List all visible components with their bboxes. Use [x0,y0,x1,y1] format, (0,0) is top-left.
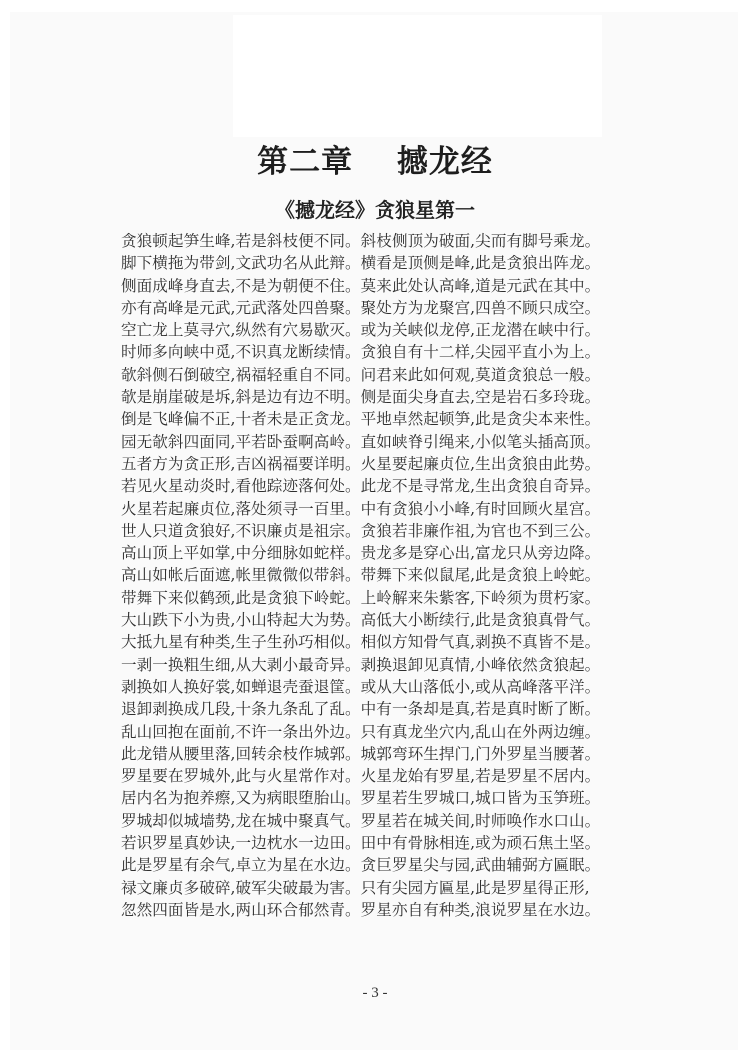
blank-image-area [233,15,602,137]
verse-line: 侧面成峰身直去,不是为朝便不住。莫来此处认高峰,道是元武在其中。 [121,276,601,295]
verse-body [121,230,641,921]
verse-line: 脚下横拖为带剑,文武功名从此辩。横看是顶侧是峰,此是贪狼出阵龙。 [121,254,601,273]
verse-line: 禄文廉贞多破碎,破军尖破最为害。只有尖园方匾星,此是罗星得正形, [121,878,590,897]
verse-line: 园无欹斜四面同,平若卧蚕啊高岭。直如峡脊引绳来,小似笔头插高顶。 [121,432,601,451]
verse-line: 罗星要在罗城外,此与火星常作对。火星龙始有罗星,若是罗星不居内。 [121,767,601,786]
verse-line: 若见火星动炎时,看他踪迹落何处。此龙不是寻常龙,生出贪狼自奇异。 [121,477,601,496]
verse-line: 剥换如人换好裳,如蝉退壳蚕退筐。或从大山落低小,或从高峰落平洋。 [121,677,601,696]
verse-line: 居内名为抱养瘵,又为病眼堕胎山。罗星若生罗城口,城口皆为玉笋班。 [121,789,601,808]
verse-line: 欹是崩崖破是坼,斜是边有边不明。侧是面尖身直去,空是岩石多玲珑。 [121,388,601,407]
verse-line: 若识罗星真妙诀,一边枕水一边田。田中有骨脉相连,或为顽石焦土坚。 [121,834,601,853]
verse-line: 五者方为贪正形,吉凶祸福要详明。火星要起廉贞位,生出贪狼由此势。 [121,454,601,473]
chapter-title: 第二章 撼龙经 [257,144,493,180]
verse-line: 贪狼顿起笋生峰,若是斜枝便不同。斜枝侧顶为破面,尖而有脚号乘龙。 [121,232,601,250]
verse-line: 乱山回抱在面前,不许一条出外边。只有真龙坐穴内,乱山在外两边缠。 [121,722,601,741]
section-title: 《撼龙经》贪狼星第一 [275,198,475,222]
verse-line: 退卸剥换成几段,十条九条乱了乱。中有一条却是真,若是真时断了断。 [121,700,601,719]
verse-line: 火星若起廉贞位,落处须寻一百里。中有贪狼小小峰,有时回顾火星宫。 [121,499,601,518]
verse-line: 此是罗星有余气,卓立为星在水边。贪巨罗星尖与园,武曲辅弼方匾眠。 [121,856,601,875]
verse-line: 带舞下来似鹤颈,此是贪狼下岭蛇。上岭解来朱紫客,下岭须为贯朽家。 [121,588,601,607]
verse-line: 罗城却似城墙势,龙在城中聚真气。罗星若在城关间,时师唤作水口山。 [121,811,601,830]
verse-line: 大山跌下小为贵,小山特起大为势。高低大小断续行,此是贪狼真骨气。 [121,611,601,630]
verse-line: 空亡龙上莫寻穴,纵然有穴易歇灭。或为关峡似龙停,正龙潜在峡中行。 [121,321,601,340]
verse-line: 欹斜侧石倒破空,祸福轻重自不同。问君来此如何观,莫道贪狼总一般。 [121,365,601,384]
verse-line: 高山如帐后面遮,帐里微微似带斜。带舞下来似鼠尾,此是贪狼上岭蛇。 [121,566,601,585]
verse-line: 倒是飞峰偏不正,十者未是正贪龙。平地卓然起顿笋,此是贪尖本来性。 [121,410,601,429]
verse-line: 大抵九星有种类,生子生孙巧相似。相似方知骨气真,剥换不真皆不是。 [121,633,601,652]
verse-line: 亦有高峰是元武,元武落处四兽聚。聚处方为龙聚宫,四兽不顾只成空。 [121,298,601,317]
verse-line: 忽然四面皆是水,两山环合郁然青。罗星亦自有种类,浪说罗星在水边。 [121,900,601,919]
verse-line: 世人只道贪狼好,不识廉贞是祖宗。贪狼若非廉作祖,为官也不到三公。 [121,521,601,540]
verse-line: 高山顶上平如掌,中分细脉如蛇样。贵龙多是穿心出,富龙只从旁边降。 [121,544,601,563]
page-number: - 3 - [362,985,388,1001]
verse-line: 一剥一换粗生细,从大剥小最奇异。剥换退卸见真情,小峰依然贪狼起。 [121,655,601,674]
verse-line: 此龙错从腰里落,回转余枝作城郭。城郭弯环生捍门,门外罗星当腰著。 [121,744,601,763]
verse-line: 时师多向峡中觅,不识真龙断续情。贪狼自有十二样,尖园平直小为上。 [121,343,601,362]
